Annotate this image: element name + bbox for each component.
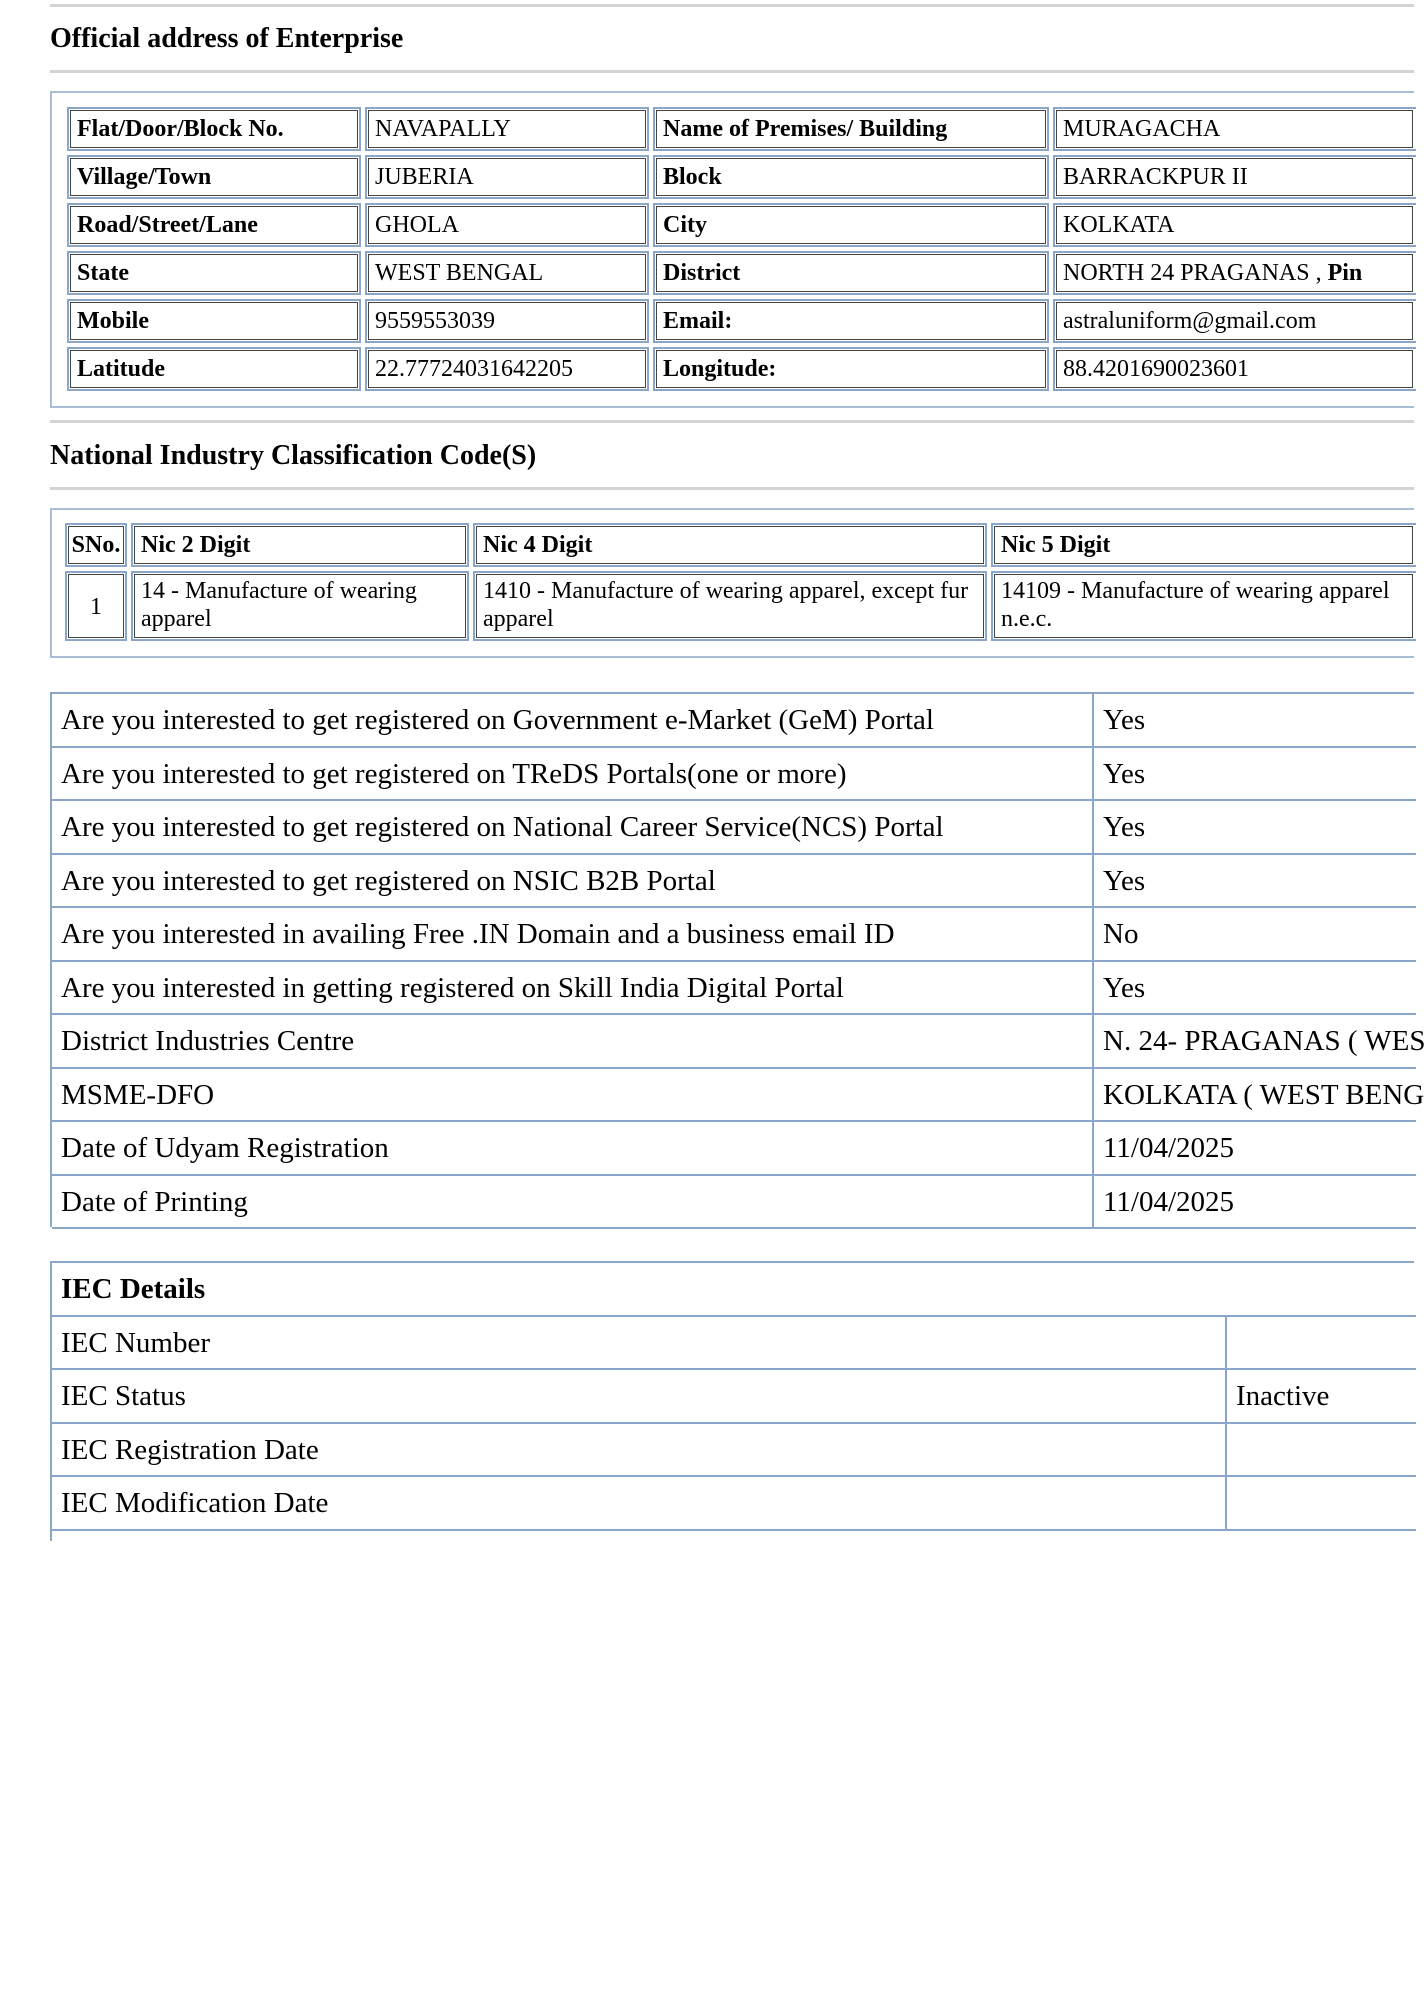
- nic-header-5digit: Nic 5 Digit: [991, 523, 1416, 567]
- address-label-premises: Name of Premises/ Building: [653, 107, 1049, 151]
- address-value-email: astraluniform@gmail.com: [1053, 299, 1416, 343]
- nic-cell-5digit: 14109 - Manufacture of wearing apparel n.e.c.: [991, 571, 1416, 641]
- iec-registration-date-value: [1225, 1424, 1416, 1475]
- udyam-registration-date-label: Date of Udyam Registration: [61, 1132, 389, 1164]
- address-value-city: KOLKATA: [1053, 203, 1416, 247]
- address-value-flat: NAVAPALLY: [365, 107, 649, 151]
- interest-answer: Yes: [1092, 962, 1416, 1013]
- udyam-registration-date-value: 11/04/2025: [1092, 1122, 1416, 1174]
- interest-question: Are you interested to get registered on Government e-Market (GeM) Portal: [61, 704, 934, 736]
- district-industries-centre-label: District Industries Centre: [61, 1025, 355, 1057]
- printing-date-value: 11/04/2025: [1092, 1176, 1416, 1227]
- address-label-road: Road/Street/Lane: [67, 203, 361, 247]
- interest-answer: No: [1092, 908, 1416, 960]
- district-value-text: NORTH 24 PRAGANAS ,: [1063, 260, 1322, 286]
- address-value-village: JUBERIA: [365, 155, 649, 199]
- address-label-state: State: [67, 251, 361, 295]
- address-label-email: Email:: [653, 299, 1049, 343]
- nic-header-2digit: Nic 2 Digit: [131, 523, 469, 567]
- address-label-block: Block: [653, 155, 1049, 199]
- interest-question: Are you interested to get registered on NSIC B2B Portal: [61, 865, 716, 897]
- address-label-latitude: Latitude: [67, 347, 361, 391]
- nic-header-sno: SNo.: [65, 523, 127, 567]
- interest-question: Are you interested in getting registered on Skill India Digital Portal: [61, 972, 844, 1004]
- msme-dfo-value: KOLKATA ( WEST BENG: [1092, 1069, 1416, 1120]
- interest-question: Are you interested in availing Free .IN Domain and a business email ID: [61, 918, 895, 950]
- iec-number-label: IEC Number: [61, 1327, 210, 1359]
- iec-number-value: [1225, 1317, 1416, 1368]
- address-value-block: BARRACKPUR II: [1053, 155, 1416, 199]
- nic-header-4digit: Nic 4 Digit: [473, 523, 987, 567]
- iec-modification-date-value: [1225, 1477, 1416, 1529]
- interest-answer: Yes: [1092, 801, 1416, 853]
- address-value-latitude: 22.77724031642205: [365, 347, 649, 391]
- address-value-longitude: 88.4201690023601: [1053, 347, 1416, 391]
- address-section-title: Official address of Enterprise: [50, 23, 404, 54]
- interest-answer: Yes: [1092, 748, 1416, 799]
- address-value-mobile: 9559553039: [365, 299, 649, 343]
- address-value-road: GHOLA: [365, 203, 649, 247]
- table-row: [52, 1370, 1416, 1424]
- iec-details-table: [50, 1261, 1414, 1541]
- table-row: [52, 1477, 1416, 1531]
- nic-cell-4digit: 1410 - Manufacture of wearing apparel, except fur apparel: [473, 571, 987, 641]
- nic-cell-sno: 1: [65, 571, 127, 641]
- address-value-premises: MURAGACHA: [1053, 107, 1416, 151]
- address-label-longitude: Longitude:: [653, 347, 1049, 391]
- interest-question: Are you interested to get registered on National Career Service(NCS) Portal: [61, 811, 944, 843]
- msme-dfo-label: MSME-DFO: [61, 1079, 215, 1111]
- interest-answer: Yes: [1092, 855, 1416, 906]
- pin-label: Pin: [1327, 260, 1363, 286]
- table-row: [52, 1424, 1416, 1477]
- iec-section-title: IEC Details: [61, 1273, 206, 1305]
- iec-registration-date-label: IEC Registration Date: [61, 1434, 319, 1466]
- interest-answer: Yes: [1092, 694, 1416, 746]
- iec-modification-date-label: IEC Modification Date: [61, 1487, 329, 1519]
- address-label-city: City: [653, 203, 1049, 247]
- printing-date-label: Date of Printing: [61, 1186, 248, 1218]
- nic-cell-2digit: 14 - Manufacture of wearing apparel: [131, 571, 469, 641]
- iec-status-label: IEC Status: [61, 1380, 186, 1412]
- table-row: [52, 1317, 1416, 1370]
- address-label-mobile: Mobile: [67, 299, 361, 343]
- address-label-district: District: [653, 251, 1049, 295]
- district-industries-centre-value: N. 24- PRAGANAS ( WES: [1092, 1015, 1416, 1067]
- iec-status-value: Inactive: [1225, 1370, 1416, 1422]
- iec-title-row: [52, 1263, 1416, 1317]
- interest-question: Are you interested to get registered on TReDS Portals(one or more): [61, 758, 847, 790]
- address-label-flat: Flat/Door/Block No.: [67, 107, 361, 151]
- address-label-village: Village/Town: [67, 155, 361, 199]
- nic-section-title: National Industry Classification Code(S): [50, 440, 537, 471]
- address-value-state: WEST BENGAL: [365, 251, 649, 295]
